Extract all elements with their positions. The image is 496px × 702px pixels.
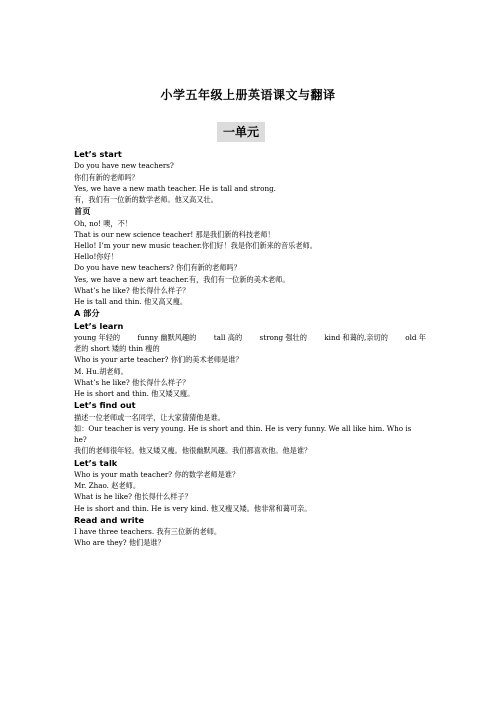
- text-line: 如：Our teacher is very young. He is short and thin. He is very funny. We all like him. Who is he?: [74, 423, 412, 445]
- document-title: 小学五年级上册英语课文与翻译: [160, 88, 336, 102]
- section-heading: Read and write: [74, 514, 145, 525]
- vocab-item: kind 和蔼的,亲切的: [324, 333, 388, 343]
- vocabulary-row: [74, 332, 426, 343]
- text-line: He is short and thin. He is very kind. 他又瘦又矮。他非常和蔼可亲。: [74, 503, 312, 513]
- text-line: 你们有新的老师吗？: [74, 172, 139, 182]
- vocab-item: funny 幽默风趣的: [137, 333, 197, 343]
- vocab-item: young 年轻的: [74, 333, 121, 343]
- text-line: 描述一位老师或一名同学，让大家猜猜他是谁。: [74, 412, 225, 422]
- section-heading: Let’s talk: [74, 457, 118, 468]
- text-line: Do you have new teachers? 你们有新的老师吗？: [74, 263, 241, 273]
- unit-heading: 一单元: [217, 122, 265, 142]
- text-line: That is our new science teacher! 那是我们新的科技老师！: [74, 229, 275, 239]
- section-heading: A 部分: [74, 308, 100, 319]
- vocab-item: old 年: [405, 333, 426, 343]
- text-line: Do you have new teachers?: [74, 161, 174, 171]
- text-line: I have three teachers. 我有三位新的老师。: [74, 527, 222, 537]
- text-line: Oh, no! 噢，不！: [74, 218, 132, 228]
- text-line: Hello!你好！: [74, 252, 118, 262]
- text-line: Who is your arte teacher? 你们的美术老师是谁？: [74, 355, 243, 365]
- section-heading: Let’s find out: [74, 400, 136, 411]
- text-line: Mr. Zhao. 赵老师。: [74, 481, 141, 491]
- text-line: Hello! I’m your new music teacher.你们好！我是你们新来的音乐老师。: [74, 241, 317, 251]
- text-line: 有，我们有一位新的数学老师。他又高又壮。: [74, 195, 218, 205]
- section-heading: 首页: [74, 206, 91, 217]
- text-line: What’s he like? 他长得什么样子？: [74, 377, 190, 387]
- vocab-item: strong 强壮的: [259, 333, 307, 343]
- text-line: Yes, we have a new math teacher. He is tall and strong.: [74, 183, 276, 193]
- text-line: He is tall and thin. 他又高又瘦。: [74, 297, 188, 307]
- text-line: What’s he like? 他长得什么样子？: [74, 285, 190, 295]
- section-heading: Let’s learn: [74, 320, 124, 331]
- document-body: [74, 148, 426, 549]
- text-line: Who is your math teacher? 你的数学老师是谁？: [74, 469, 240, 479]
- vocab-item: tall 高的: [213, 333, 243, 343]
- text-line: He is short and thin. 他又矮又瘦。: [74, 389, 195, 399]
- text-line: 我们的老师很年轻。他又矮又瘦。他很幽默风趣。我们都喜欢他。他是谁？: [74, 446, 312, 456]
- section-heading: Let’s start: [74, 149, 122, 159]
- text-line: M. Hu.胡老师。: [74, 366, 128, 376]
- text-line: 老的 short 矮的 thin 瘦的: [74, 344, 160, 354]
- text-line: Yes, we have a new art teacher.有，我们有一位新的美术老师。: [74, 274, 290, 284]
- text-line: Who are they? 他们是谁？: [74, 538, 165, 548]
- text-line: What is he like? 他长得什么样子？: [74, 492, 192, 502]
